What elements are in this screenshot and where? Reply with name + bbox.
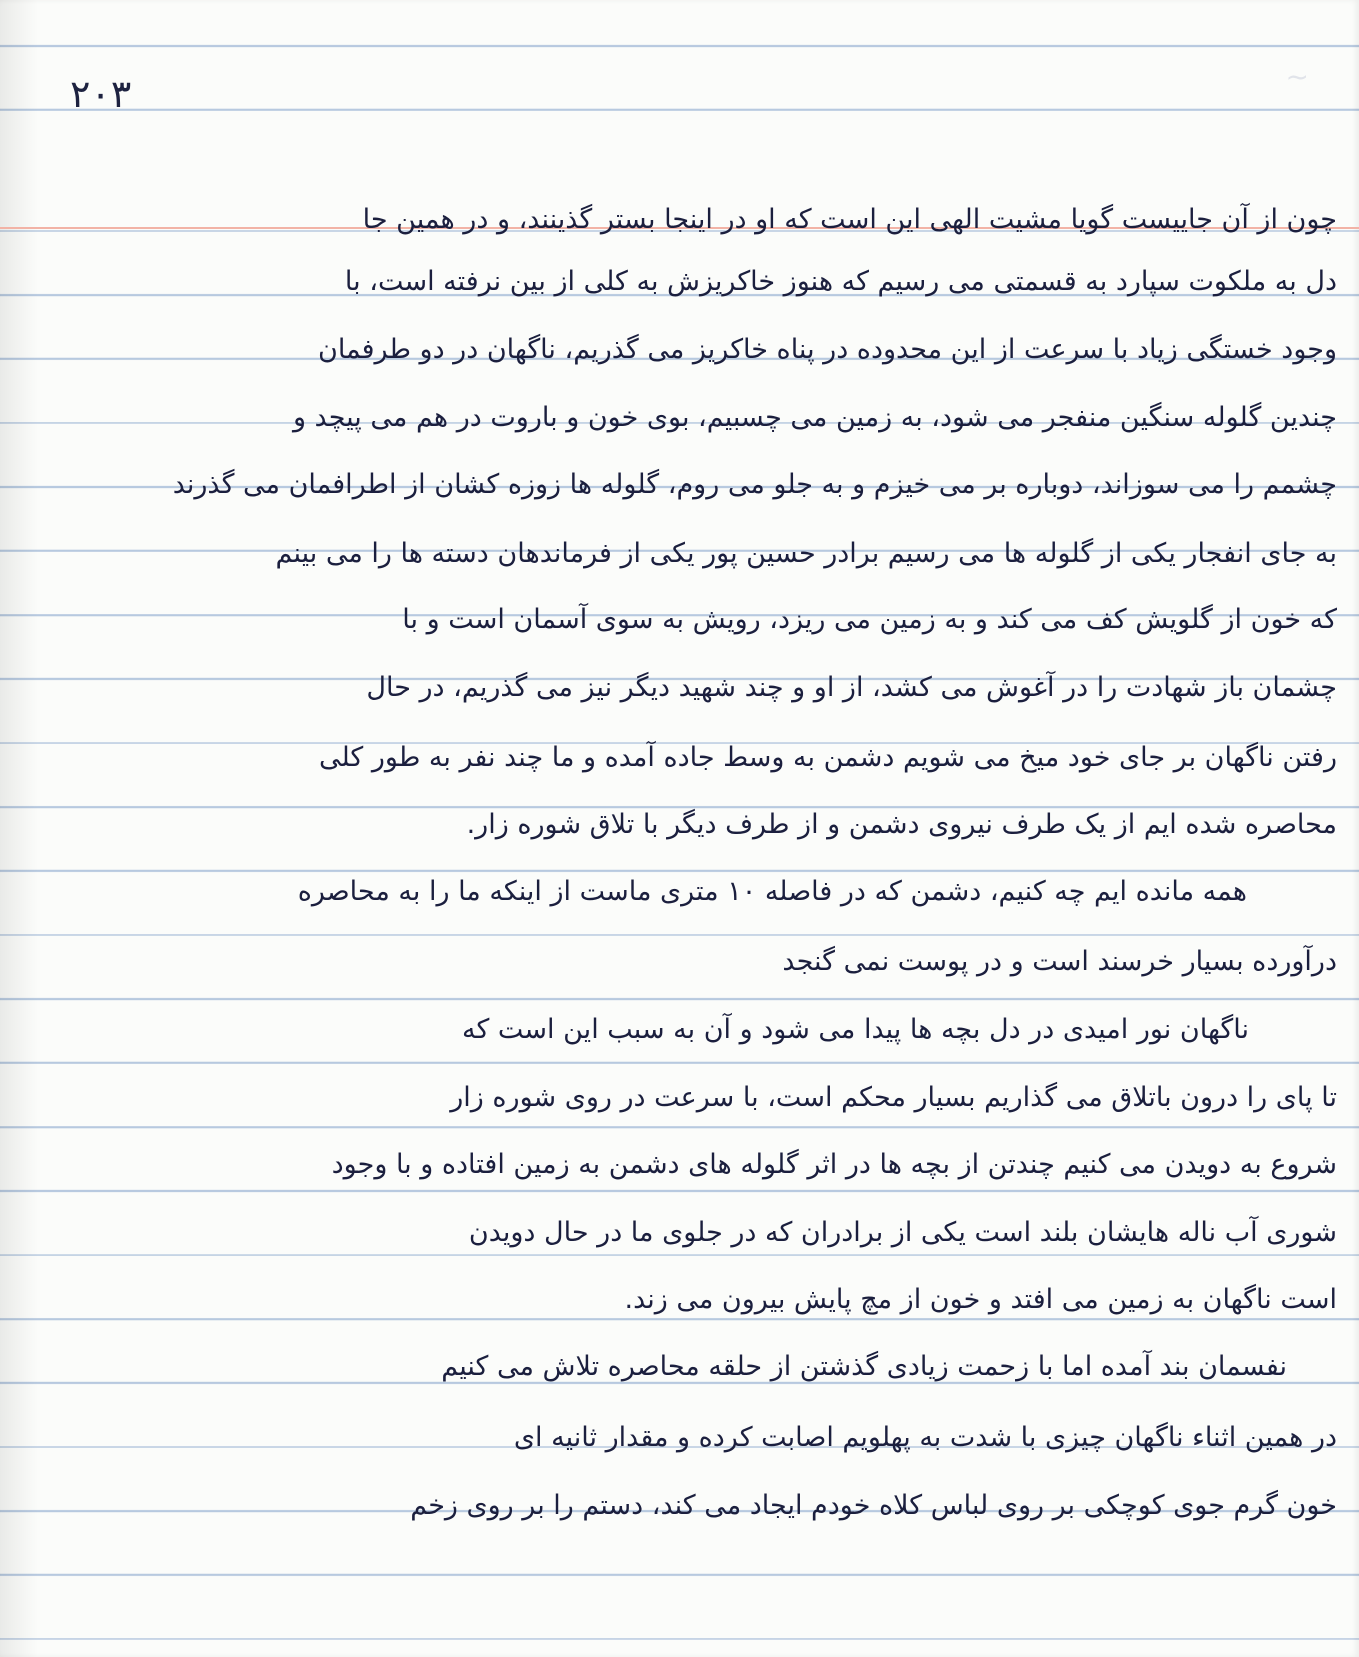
bleed-through-mark: ~ bbox=[1285, 60, 1309, 93]
text-line-9: رفتن ناگهان بر جای خود میخ می شویم دشمن به وسط جاده آمده و ما چند نفر به طور کلی bbox=[318, 742, 1337, 773]
text-line-18: نفسمان بند آمده اما با زحمت زیادی گذشتن از حلقه محاصره تلاش می کنیم bbox=[441, 1351, 1287, 1382]
text-line-4: چندین گلوله سنگین منفجر می شود، به زمین می چسبیم، بوی خون و باروت در هم می پیچد و bbox=[292, 402, 1337, 433]
text-line-6: به جای انفجار یکی از گلوله ها می رسیم برادر حسین پور یکی از فرماندهان دسته ها را می بینم bbox=[275, 538, 1337, 569]
text-line-5: چشمم را می سوزاند، دوباره بر می خیزم و به جلو می روم، گلوله ها زوزه کشان از اطرافمان می گذرند bbox=[172, 469, 1337, 500]
text-line-11: همه مانده ایم چه کنیم، دشمن که در فاصله ۱۰ متری ماست از اینکه ما را به محاصره bbox=[297, 876, 1247, 907]
text-line-14: تا پای را درون باتلاق می گذاریم بسیار محکم است، با سرعت در روی شوره زار bbox=[450, 1082, 1337, 1113]
text-line-20: خون گرم جوی کوچکی بر روی لباس کلاه خودم ایجاد می کند، دستم را بر روی زخم bbox=[410, 1490, 1337, 1521]
text-line-12: درآورده بسیار خرسند است و در پوست نمی گنجد bbox=[782, 946, 1337, 977]
text-line-3: وجود خستگی زیاد با سرعت از این محدوده در پناه خاکریز می گذریم، ناگهان در دو طرفمان bbox=[317, 334, 1337, 365]
text-line-1: چون از آن جاییست گویا مشیت الهی این است که او در اینجا بستر گذینند، و در همین جا bbox=[362, 204, 1337, 235]
text-line-17: است ناگهان به زمین می افتد و خون از مچ پایش بیرون می زند. bbox=[624, 1284, 1337, 1315]
text-line-15: شروع به دویدن می کنیم چندتن از بچه ها در اثر گلوله های دشمن به زمین افتاده و با وجود bbox=[331, 1149, 1337, 1180]
text-line-16: شوری آب ناله هایشان بلند است یکی از برادران که در جلوی ما در حال دویدن bbox=[468, 1217, 1337, 1248]
text-line-8: چشمان باز شهادت را در آغوش می کشد، از او و چند شهید دیگر نیز می گذریم، در حال bbox=[366, 672, 1337, 703]
text-line-19: در همین اثناء ناگهان چیزی با شدت به پهلویم اصابت کرده و مقدار ثانیه ای bbox=[513, 1422, 1337, 1453]
text-line-13: ناگهان نور امیدی در دل بچه ها پیدا می شود و آن به سبب این است که bbox=[462, 1014, 1249, 1045]
text-line-10: محاصره شده ایم از یک طرف نیروی دشمن و از طرف دیگر با تلاق شوره زار. bbox=[466, 809, 1337, 840]
page-number: ۲۰۳ bbox=[70, 72, 132, 116]
text-line-2: دل به ملکوت سپارد به قسمتی می رسیم که هنوز خاکریزش به کلی از بین نرفته است، با bbox=[344, 266, 1337, 297]
text-line-7: که خون از گلویش کف می کند و به زمین می ریزد، رویش به سوی آسمان است و با bbox=[402, 604, 1337, 635]
